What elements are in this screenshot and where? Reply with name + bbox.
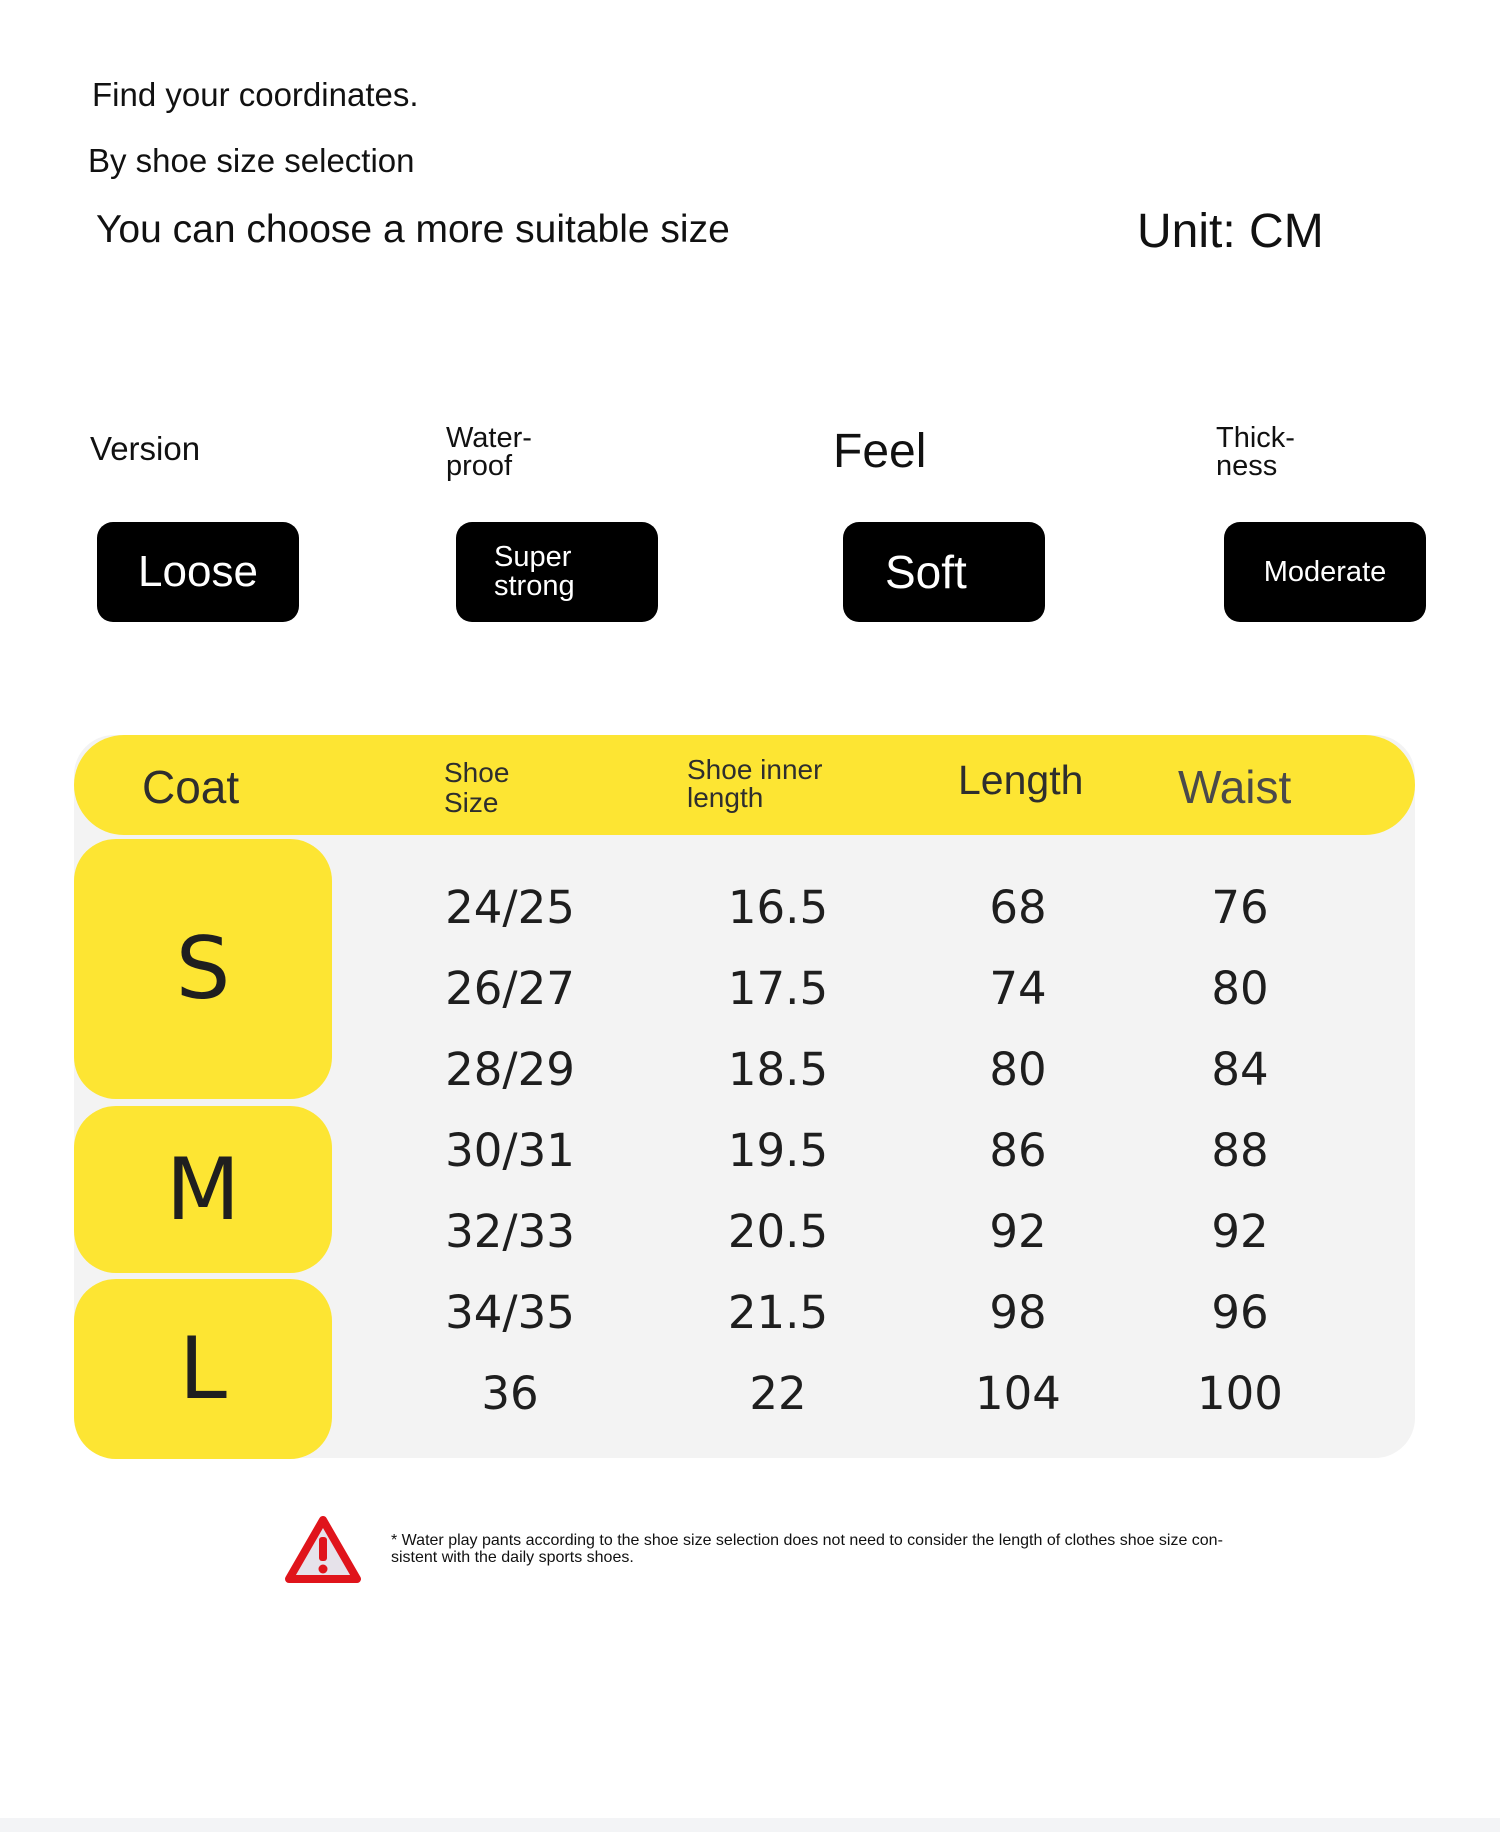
intro-subtitle: By shoe size selection [88, 142, 415, 179]
table-cell: 19.5 [727, 1124, 829, 1177]
attribute-label-thickness [1216, 422, 1295, 482]
attribute-label-feel [833, 425, 927, 478]
intro-title: Find your coordinates. [92, 76, 419, 113]
size-label-m: M [74, 1106, 332, 1273]
table-cell: 100 [1197, 1367, 1283, 1420]
attribute-label-line: Thick- [1216, 422, 1295, 454]
header-length: Length [958, 757, 1084, 803]
table-cell: 88 [1211, 1124, 1269, 1177]
header-coat: Coat [142, 761, 240, 813]
table-cell: 92 [989, 1205, 1047, 1258]
attribute-value-waterproof [456, 522, 658, 622]
table-cell: 18.5 [727, 1043, 829, 1096]
table-cell: 28/29 [445, 1043, 575, 1096]
attribute-value-feel [843, 522, 1045, 622]
warning-triangle-icon [284, 1515, 362, 1585]
attribute-value-line: Super [494, 541, 572, 573]
table-cell: 76 [1211, 881, 1269, 934]
table-cell: 80 [989, 1043, 1047, 1096]
table-cell: 34/35 [445, 1286, 575, 1339]
table-cell: 20.5 [727, 1205, 829, 1258]
intro-hint: You can choose a more suitable size [96, 208, 730, 251]
header-line: Shoe inner [687, 754, 823, 785]
attribute-label-version [90, 430, 201, 467]
table-cell: 17.5 [727, 962, 829, 1015]
attribute-value-line: strong [494, 570, 575, 602]
table-cell: 24/25 [445, 881, 575, 934]
attribute-label-line: ness [1216, 449, 1278, 482]
attribute-label-line: proof [446, 449, 513, 482]
size-note: * Water play pants according to the shoe size selection does not need to consider the length of clothes shoe size con-sistent with the daily sports shoes. [391, 1532, 1223, 1566]
table-cell: 22 [749, 1367, 807, 1420]
header-inner-length [687, 756, 822, 812]
table-cell: 74 [989, 962, 1047, 1015]
attribute-value-text: Moderate [1263, 555, 1387, 588]
table-cell: 16.5 [727, 881, 829, 934]
bottom-divider [0, 1818, 1500, 1832]
table-cell: 36 [481, 1367, 539, 1420]
attribute-value-thickness [1224, 522, 1426, 622]
table-cell: 98 [989, 1286, 1047, 1339]
table-cell: 104 [975, 1367, 1061, 1420]
size-label-l: L [74, 1279, 332, 1459]
attribute-value-text: Loose [138, 547, 258, 596]
table-cell: 26/27 [445, 962, 575, 1015]
table-cell: 86 [989, 1124, 1047, 1177]
table-cell: 96 [1211, 1286, 1269, 1339]
header-waist: Waist [1178, 761, 1292, 813]
header-line: Shoe [444, 757, 510, 788]
attribute-value-version [97, 522, 299, 622]
attribute-label-waterproof [446, 422, 532, 482]
table-cell: 30/31 [445, 1124, 575, 1177]
header-line: length [687, 782, 764, 813]
attribute-value-text: Soft [885, 546, 967, 598]
table-cell: 84 [1211, 1043, 1269, 1096]
unit-label: Unit: CM [1137, 205, 1324, 258]
attribute-label-text: Version [90, 430, 201, 467]
size-label-s: S [74, 839, 332, 1099]
header-line: Size [444, 787, 499, 818]
attribute-label-line: Water- [446, 422, 532, 454]
header-shoe-size [444, 758, 509, 818]
table-cell: 68 [989, 881, 1047, 934]
table-cell: 21.5 [727, 1286, 829, 1339]
table-cell: 80 [1211, 962, 1269, 1015]
table-cell: 32/33 [445, 1205, 575, 1258]
table-cell: 92 [1211, 1205, 1269, 1258]
attribute-label-text: Feel [833, 425, 927, 478]
